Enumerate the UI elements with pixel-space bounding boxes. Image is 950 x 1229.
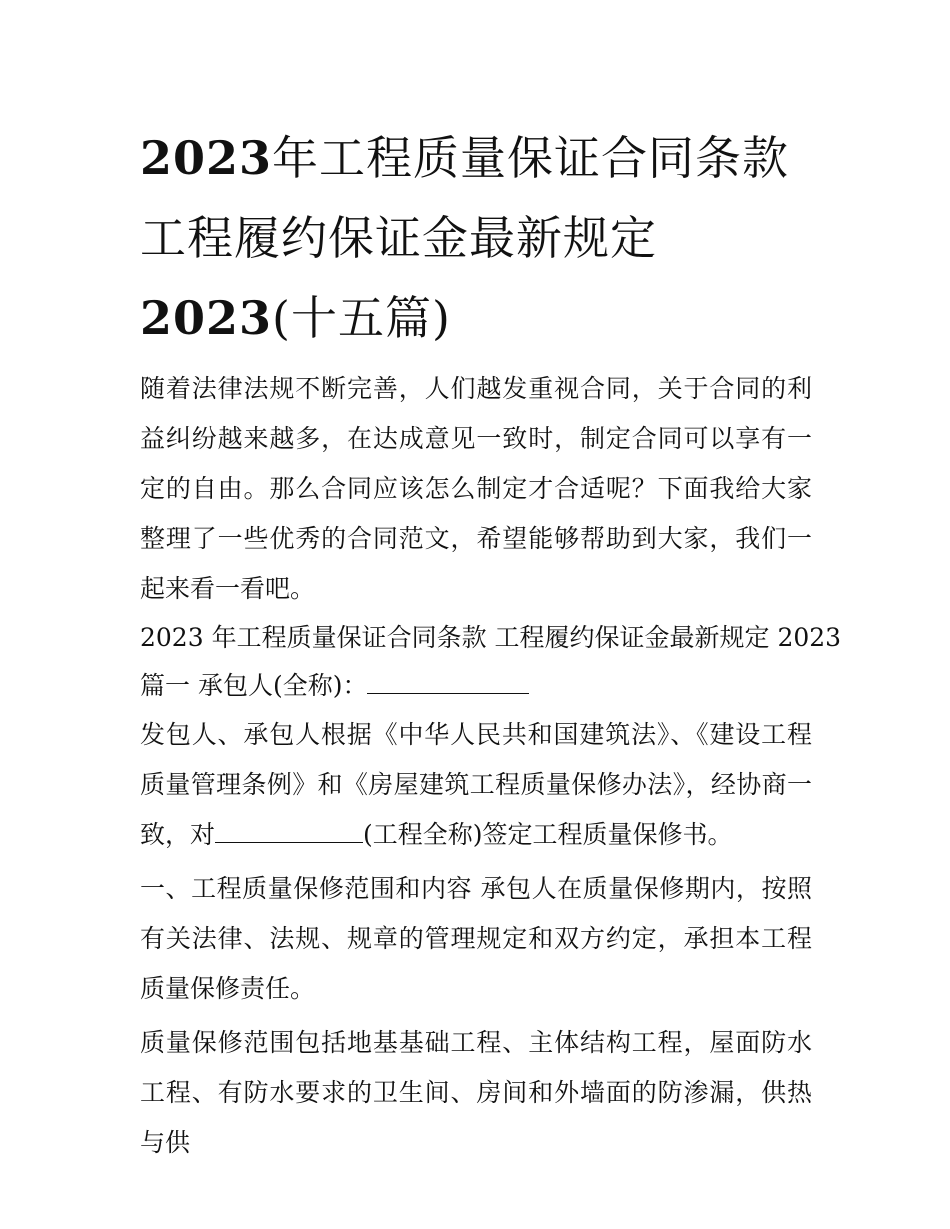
paragraph-3: 质量保修范围包括地基基础工程、主体结构工程，屋面防水工程、有防水要求的卫生间、房间和外墙面的防渗漏，供热与供	[140, 1028, 812, 1157]
intro-paragraph: 随着法律法规不断完善，人们越发重视合同，关于合同的利益纠纷越来越多，在达成意见一致时，制定合同可以享有一定的自由。那么合同应该怎么制定才合适呢？下面我给大家整理了一些优秀的合同范文，希望能够帮助到大家，我们一起来看一看吧。	[140, 374, 812, 603]
title-line-3: 2023(十五篇)	[140, 291, 451, 345]
title-line-1: 2023年工程质量保证合同条款	[140, 131, 790, 185]
title-line-2: 工程履约保证金最新规定	[140, 211, 657, 265]
document-page	[140, 118, 842, 1168]
title-year: 2023	[140, 131, 273, 185]
paragraph-1: 发包人、承包人根据《中华人民共和国建筑法》、《建设工程质量管理条例》和《房屋建筑工程质量保修办法》，经协商一致，对 (工程全称)签定工程质量保修书。	[140, 720, 812, 849]
project-name-blank	[215, 816, 363, 843]
subtitle-line-2: 篇一 承包人(全称)：	[140, 662, 812, 710]
paragraph-2: 一、工程质量保修范围和内容 承包人在质量保修期内，按照有关法律、法规、规章的管理规定和双方约定，承担本工程质量保修责任。	[140, 874, 812, 1003]
title-year-2: 2023	[140, 291, 273, 345]
document-title	[140, 118, 812, 358]
subtitle-line-1: 2023 年工程质量保证合同条款 工程履约保证金最新规定 2023	[140, 623, 842, 652]
contractor-name-blank	[367, 667, 529, 694]
